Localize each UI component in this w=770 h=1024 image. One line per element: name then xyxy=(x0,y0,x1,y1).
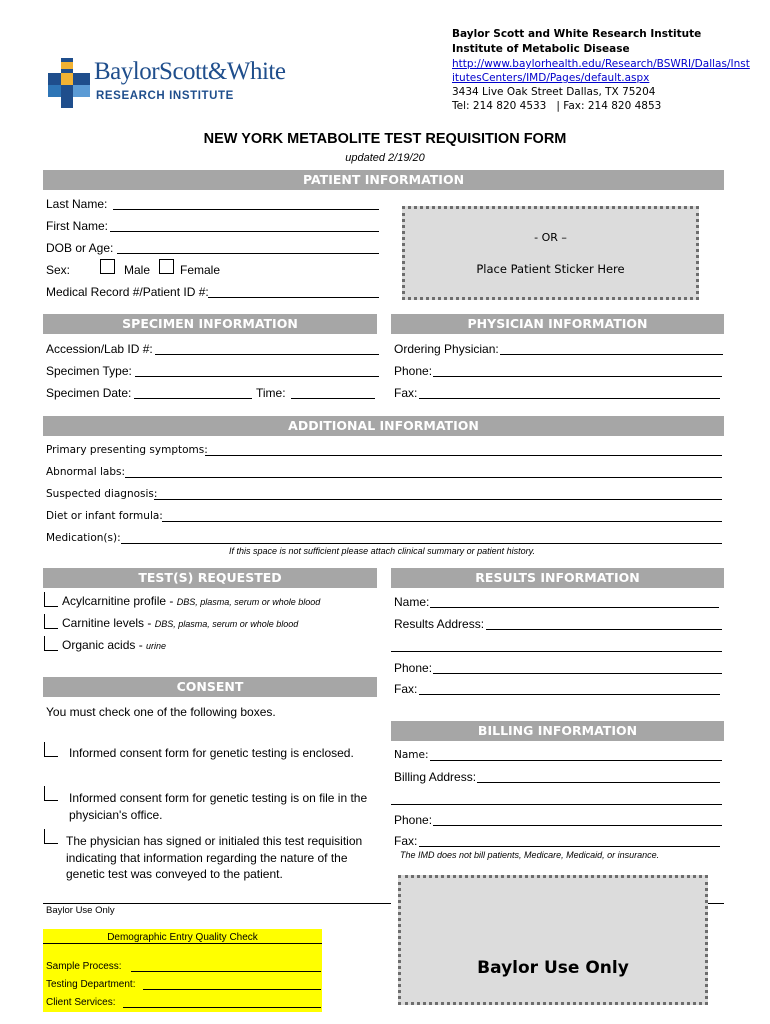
client-services-label: Client Services: xyxy=(46,997,116,1008)
results-address-field-2[interactable] xyxy=(391,651,722,652)
consent-enclosed-text: Informed consent form for genetic testing is enclosed. xyxy=(69,746,354,760)
results-phone-label: Phone: xyxy=(394,661,433,675)
website-link[interactable]: http://www.baylorhealth.edu/Research/BSWRI/Dallas/Inst xyxy=(452,58,750,70)
organic-acids-name: Organic acids - xyxy=(62,638,147,652)
suspected-diagnosis-field[interactable] xyxy=(154,499,722,500)
medication-label: Medication(s): xyxy=(46,532,121,544)
consent-physician-text-2: indicating that information regarding the nature of the xyxy=(66,851,348,865)
male-label: Male xyxy=(124,263,151,277)
billing-name-field[interactable] xyxy=(430,760,722,761)
sample-process-field[interactable] xyxy=(131,971,321,972)
ordering-physician-label: Ordering Physician: xyxy=(394,342,499,356)
first-name-field[interactable] xyxy=(110,231,379,232)
medication-field[interactable] xyxy=(121,543,722,544)
acylcarnitine-test xyxy=(62,594,320,608)
symptoms-field[interactable] xyxy=(205,455,722,456)
medical-record-label: Medical Record #/Patient ID #: xyxy=(46,285,209,299)
sticker-or-text: - OR – xyxy=(534,231,567,244)
specimen-type-field[interactable] xyxy=(135,376,379,377)
symptoms-label: Primary presenting symptoms: xyxy=(46,444,208,456)
billing-address-field-2[interactable] xyxy=(391,804,722,805)
baylor-use-label: Baylor Use Only xyxy=(46,905,115,916)
results-address-label: Results Address: xyxy=(394,617,485,631)
baylor-use-divider xyxy=(43,903,391,904)
carnitine-checkbox[interactable] xyxy=(44,614,58,629)
organic-acids-specimens: urine xyxy=(146,641,167,651)
consent-on-file-checkbox[interactable] xyxy=(44,786,58,801)
female-label: Female xyxy=(180,263,221,277)
physician-phone-label: Phone: xyxy=(394,364,433,378)
org-department: Institute of Metabolic Disease xyxy=(452,43,630,55)
billing-name-label: Name: xyxy=(394,749,429,761)
consent-physician-text-3: genetic test was conveyed to the patient. xyxy=(66,867,283,881)
org-phone-fax: Tel: 214 820 4533 | Fax: 214 820 4853 xyxy=(452,100,662,112)
abnormal-labs-field[interactable] xyxy=(125,477,722,478)
accession-field[interactable] xyxy=(155,354,379,355)
logo-wordmark: BaylorScott&White xyxy=(94,58,286,85)
results-name-field[interactable] xyxy=(430,607,719,608)
male-checkbox[interactable] xyxy=(100,259,115,274)
physician-information-heading: PHYSICIAN INFORMATION xyxy=(391,314,724,334)
dob-field[interactable] xyxy=(117,253,379,254)
sticker-instruction: Place Patient Sticker Here xyxy=(476,262,625,276)
additional-information-heading: ADDITIONAL INFORMATION xyxy=(43,416,724,436)
patient-information-heading: PATIENT INFORMATION xyxy=(43,170,724,190)
baylor-use-divider-right xyxy=(706,903,724,904)
billing-phone-field[interactable] xyxy=(433,825,722,826)
org-address: 3434 Live Oak Street Dallas, TX 75204 xyxy=(452,86,656,98)
acylcarnitine-name: Acylcarnitine profile - xyxy=(62,594,177,608)
organic-acids-checkbox[interactable] xyxy=(44,636,58,651)
physician-fax-field[interactable] xyxy=(419,398,720,399)
tests-requested-heading: TEST(S) REQUESTED xyxy=(43,568,377,588)
last-name-label: Last Name: xyxy=(46,197,108,211)
consent-instruction: You must check one of the following boxes. xyxy=(46,705,276,719)
specimen-date-field[interactable] xyxy=(134,398,252,399)
baylor-use-box xyxy=(398,875,708,1005)
carnitine-specimens: DBS, plasma, serum or whole blood xyxy=(154,619,299,629)
sample-process-label: Sample Process: xyxy=(46,961,122,972)
acylcarnitine-checkbox[interactable] xyxy=(44,592,58,607)
organic-acids-test xyxy=(62,638,166,652)
client-services-field[interactable] xyxy=(123,1007,321,1008)
consent-physician-text-1: The physician has signed or initialed this test requisition xyxy=(66,834,363,848)
last-name-field[interactable] xyxy=(113,209,379,210)
quality-check-panel xyxy=(43,929,322,1012)
physician-phone-field[interactable] xyxy=(433,376,722,377)
billing-information-heading: BILLING INFORMATION xyxy=(391,721,724,741)
billing-address-field[interactable] xyxy=(477,782,720,783)
results-fax-field[interactable] xyxy=(419,694,720,695)
logo-subtitle: RESEARCH INSTITUTE xyxy=(96,90,234,102)
acylcarnitine-specimens: DBS, plasma, serum or whole blood xyxy=(176,597,321,607)
specimen-time-label: Time: xyxy=(256,386,286,400)
billing-phone-label: Phone: xyxy=(394,813,433,827)
results-fax-label: Fax: xyxy=(394,682,418,696)
carnitine-test xyxy=(62,616,298,630)
diet-field[interactable] xyxy=(162,521,722,522)
additional-info-note: If this space is not sufficient please attach clinical summary or patient history. xyxy=(229,546,535,556)
abnormal-labs-label: Abnormal labs: xyxy=(46,466,126,478)
quality-check-title-underline xyxy=(43,943,322,944)
form-title: NEW YORK METABOLITE TEST REQUISITION FORM xyxy=(203,131,567,147)
testing-department-label: Testing Department: xyxy=(46,979,136,990)
logo-cross-icon xyxy=(48,58,90,108)
carnitine-name: Carnitine levels - xyxy=(62,616,155,630)
form-updated-date: updated 2/19/20 xyxy=(345,152,425,164)
consent-on-file-text-2: physician's office. xyxy=(69,808,163,822)
billing-fax-field[interactable] xyxy=(419,846,720,847)
results-name-label: Name: xyxy=(394,595,430,609)
billing-address-label: Billing Address: xyxy=(394,770,477,784)
specimen-date-label: Specimen Date: xyxy=(46,386,132,400)
results-address-field[interactable] xyxy=(486,629,722,630)
female-checkbox[interactable] xyxy=(159,259,174,274)
dob-label: DOB or Age: xyxy=(46,241,114,255)
patient-sticker-area[interactable] xyxy=(402,206,699,300)
specimen-time-field[interactable] xyxy=(291,398,375,399)
consent-physician-checkbox[interactable] xyxy=(44,829,58,844)
website-link-continued[interactable]: itutesCenters/IMD/Pages/default.aspx xyxy=(452,72,650,84)
org-name: Baylor Scott and White Research Institute xyxy=(452,28,702,40)
billing-note: The IMD does not bill patients, Medicare, Medicaid, or insurance. xyxy=(400,850,660,860)
diet-label: Diet or infant formula: xyxy=(46,510,163,522)
results-information-heading: RESULTS INFORMATION xyxy=(391,568,724,588)
quality-check-title: Demographic Entry Quality Check xyxy=(107,932,258,943)
consent-heading: CONSENT xyxy=(43,677,377,697)
billing-fax-label: Fax: xyxy=(394,834,418,848)
specimen-type-label: Specimen Type: xyxy=(46,364,132,378)
suspected-diagnosis-label: Suspected diagnosis: xyxy=(46,488,158,500)
sex-label: Sex: xyxy=(46,263,71,277)
accession-label: Accession/Lab ID #: xyxy=(46,342,153,356)
consent-on-file-text-1: Informed consent form for genetic testing is on file in the xyxy=(69,791,368,805)
baylor-use-box-title: Baylor Use Only xyxy=(477,958,629,978)
testing-department-field[interactable] xyxy=(143,989,321,990)
consent-enclosed-checkbox[interactable] xyxy=(44,742,58,757)
ordering-physician-field[interactable] xyxy=(500,354,723,355)
first-name-label: First Name: xyxy=(46,219,109,233)
physician-fax-label: Fax: xyxy=(394,386,418,400)
results-phone-field[interactable] xyxy=(433,673,722,674)
specimen-information-heading: SPECIMEN INFORMATION xyxy=(43,314,377,334)
medical-record-field[interactable] xyxy=(208,297,379,298)
